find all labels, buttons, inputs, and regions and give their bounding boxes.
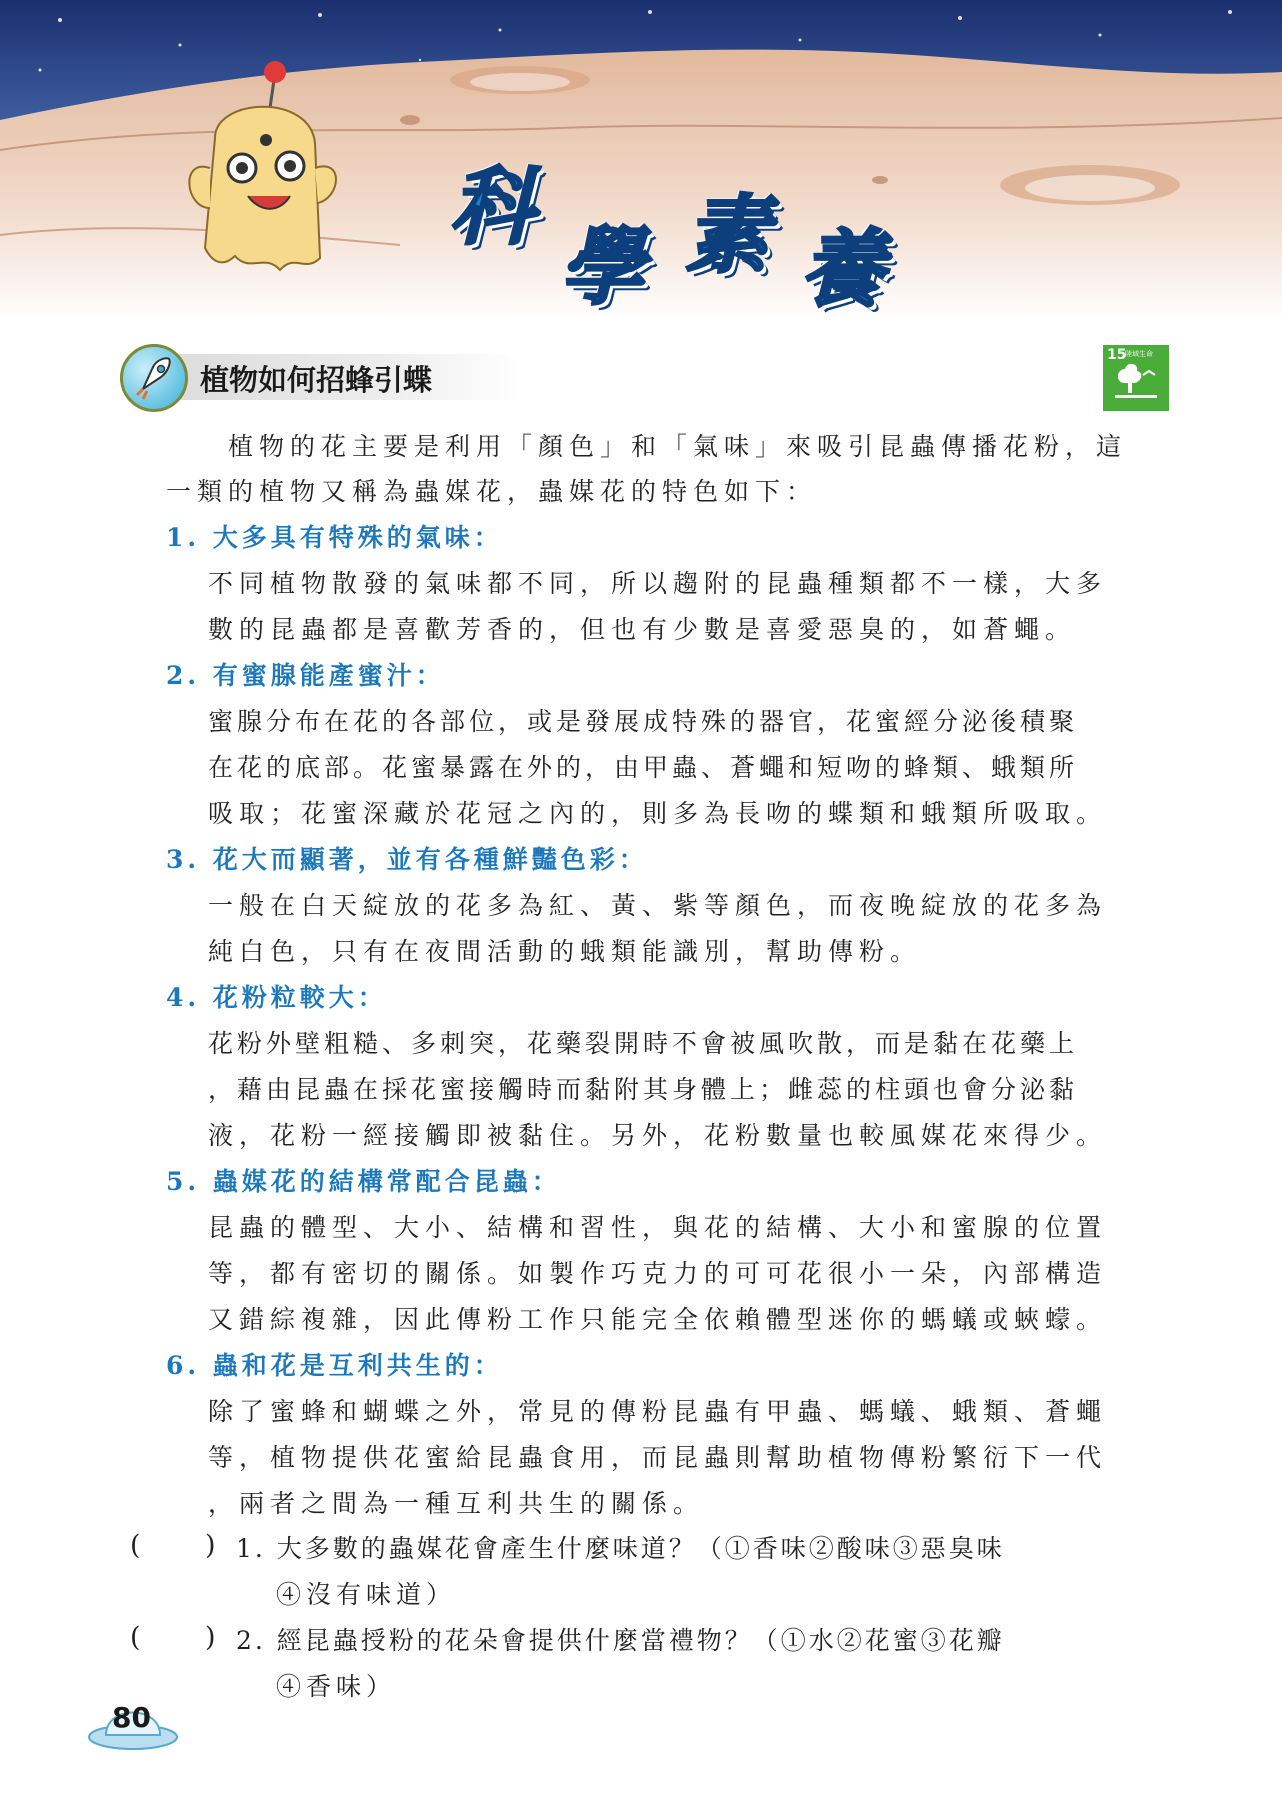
answer-paren-open[interactable]: ( [130,1622,141,1653]
intro-line: 一類的植物又稱為蟲媒花，蟲媒花的特色如下： [166,477,818,506]
question-options: ④香味） [276,1672,397,1701]
section-heading [120,344,520,406]
item-line: 數的昆蟲都是喜歡芳香的，但也有少數是喜愛惡臭的，如蒼蠅。 [208,615,1077,644]
item-line: ，兩者之間為一種互利共生的關係。 [208,1489,705,1518]
item-line: 花粉外壁粗糙、多刺突，花藥裂開時不會被風吹散，而是黏在花藥上 [208,1029,1079,1058]
item-line: 液，花粉一經接觸即被黏住。另外，花粉數量也較風媒花來得少。 [208,1121,1108,1150]
item-heading: 2. 有蜜腺能產蜜汁： [166,661,445,690]
title-char: 科 [450,158,535,256]
question-options: ④沒有味道） [276,1580,457,1609]
sdg-15-life-on-land-icon [1103,345,1169,411]
item-line: ，藉由昆蟲在採花蜜接觸時而黏附其身體上；雌蕊的柱頭也會分泌黏 [208,1075,1079,1104]
title-char: 學 [560,218,645,316]
page-number-badge [88,1697,178,1753]
item-line: 吸取；花蜜深藏於花冠之內的，則多為長吻的蝶類和蛾類所吸取。 [208,799,1108,828]
page-title [450,140,1010,318]
title-char: 素 [685,186,770,284]
sdg-number: 15 [1107,347,1127,363]
item-line: 又錯綜複雜，因此傳粉工作只能完全依賴體型迷你的螞蟻或蛺蠓。 [208,1305,1108,1334]
item-line: 等，都有密切的關係。如製作巧克力的可可花很小一朵，內部構造 [208,1259,1108,1288]
item-line: 純白色，只有在夜間活動的蛾類能識別，幫助傳粉。 [208,937,922,966]
header-banner [0,0,1282,320]
title-char: 養 [800,220,885,318]
item-heading: 1. 大多具有特殊的氣味： [166,523,503,552]
item-heading: 4. 花粉粒較大： [166,983,387,1012]
item-line: 除了蜜蜂和蝴蝶之外，常見的傳粉昆蟲有甲蟲、螞蟻、蛾類、蒼蠅 [208,1397,1108,1426]
item-line: 一般在白天綻放的花多為紅、黃、紫等顏色，而夜晚綻放的花多為 [208,891,1108,920]
item-heading: 3. 花大而顯著，並有各種鮮豔色彩： [166,845,648,874]
item-line: 等，植物提供花蜜給昆蟲食用，而昆蟲則幫助植物傳粉繁衍下一代 [208,1443,1108,1472]
item-heading: 5. 蟲媒花的結構常配合昆蟲： [166,1167,561,1196]
page-number: 80 [112,1701,151,1734]
item-heading: 6. 蟲和花是互利共生的： [166,1351,503,1380]
intro-line: 植物的花主要是利用「顏色」和「氣味」來吸引昆蟲傳播花粉，這 [228,432,1128,461]
question-text: 1. 大多數的蟲媒花會產生什麼味道？（①香味②酸味③惡臭味 [236,1534,1005,1563]
item-line: 昆蟲的體型、大小、結構和習性，與花的結構、大小和蜜腺的位置 [208,1213,1108,1242]
answer-paren-open[interactable]: ( [130,1530,141,1561]
item-line: 蜜腺分布在花的各部位，或是發展成特殊的器官，花蜜經分泌後積聚 [208,707,1079,736]
answer-paren-close[interactable]: ) [205,1622,216,1653]
answer-paren-close[interactable]: ) [205,1530,216,1561]
sdg-label: 陸域生命 [1125,350,1153,358]
section-title: 植物如何招蜂引蝶 [200,363,433,397]
question-text: 2. 經昆蟲授粉的花朵會提供什麼當禮物？（①水②花蜜③花瓣 [236,1626,1005,1655]
item-line: 在花的底部。花蜜暴露在外的，由甲蟲、蒼蠅和短吻的蜂類、蛾類所 [208,753,1079,782]
alien-mascot-icon [180,58,340,288]
rocket-icon [120,344,188,412]
item-line: 不同植物散發的氣味都不同，所以趨附的昆蟲種類都不一樣，大多 [208,569,1108,598]
